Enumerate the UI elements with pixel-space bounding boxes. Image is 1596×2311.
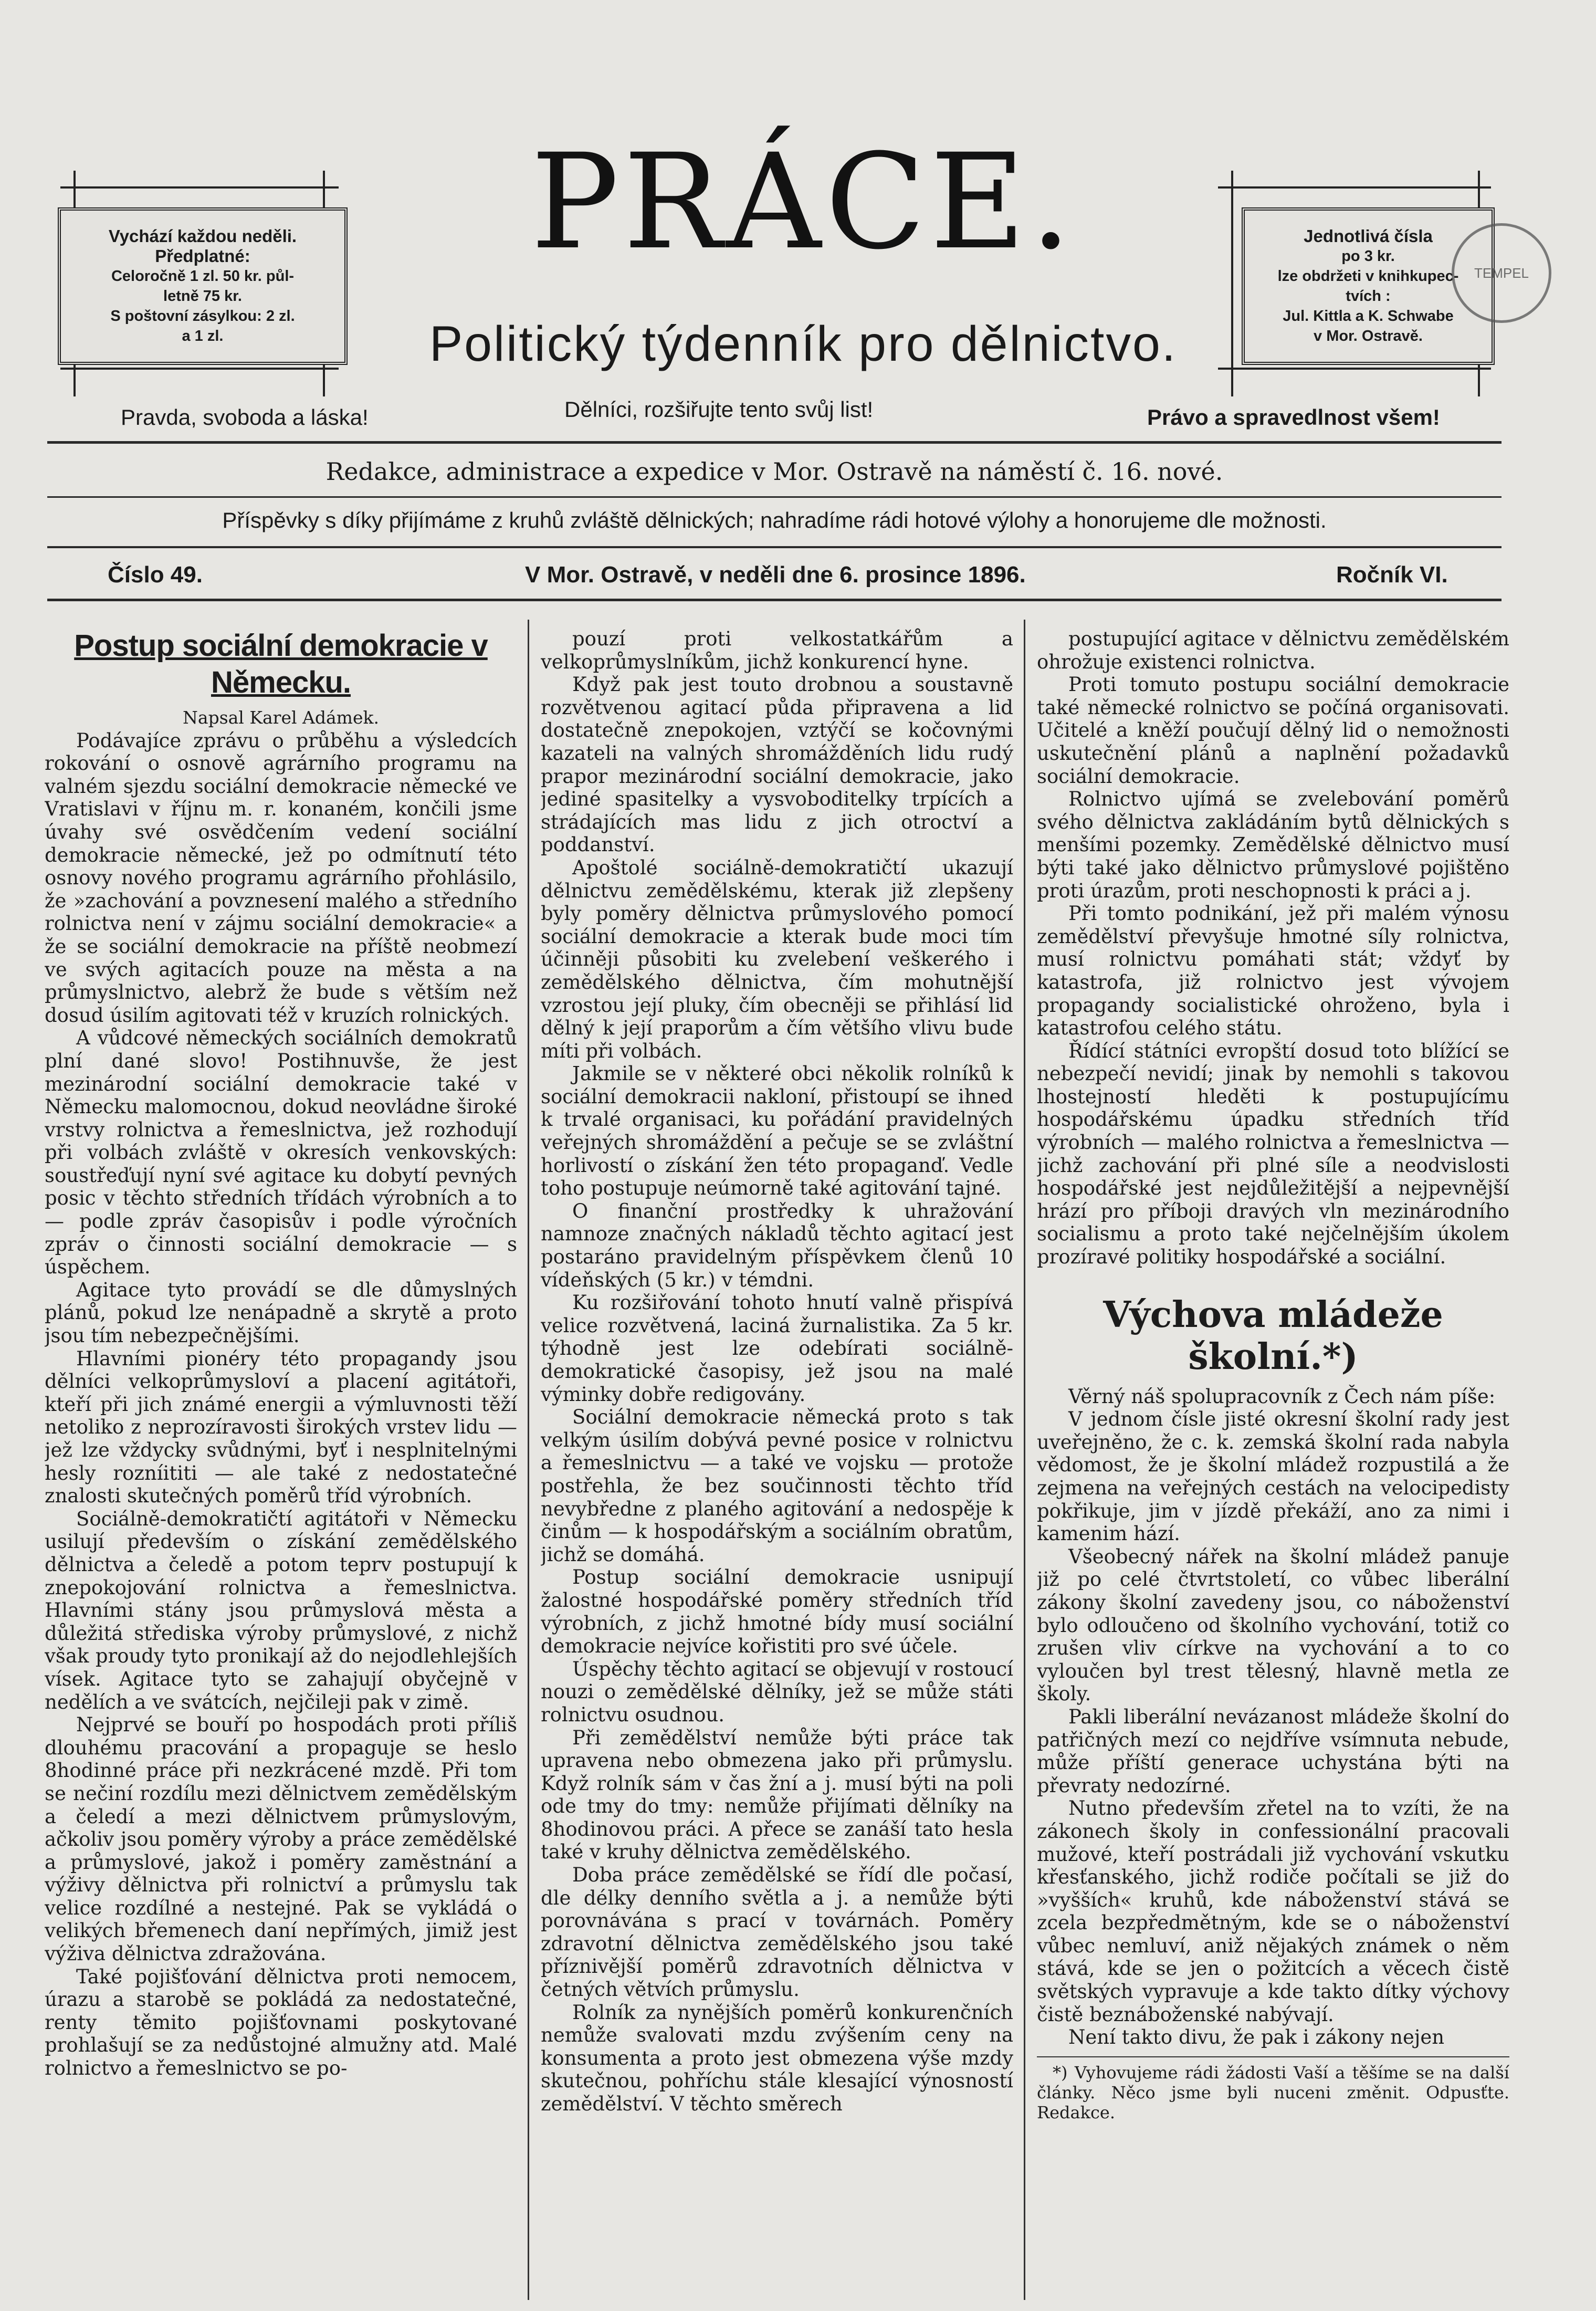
- paragraph: Pakli liberální nevázanost mládeže školní do patřičných mezí co nejdříve vsímnuta nebude, může příští generace uchystána býti na převraty nedozírné.: [1037, 1705, 1509, 1797]
- issue-number: Číslo 49.: [108, 562, 203, 588]
- footnote-text: *) Vyhovujeme rádi žádosti Vaší a těšíme se na další články. Něco jsme byli nuceni změnit. Odpusťte. Redakce.: [1037, 2062, 1509, 2122]
- subscription-line: Celoročně 1 zl. 50 kr. půl-: [111, 268, 295, 285]
- article-title: Postup sociální demokracie v Německu.: [74, 629, 488, 699]
- paragraph: pouzí proti velkostatkářům a velkoprůmyslníkům, jichž konkurencí hyne.: [541, 628, 1013, 673]
- paragraph: Podávajíce zprávu o průběhu a výsledcích rokování o osnově agrárního programu na valném sjezdu sociální demokracie německé ve Vratislavi v říjnu m. r. konaném, končili jsme úvahy své osvědčením vedení sociální demokracie německé, jež po odmítnutí této osnovy nového programu agrárního přohlásilo, že »zachování a povznesení malého a středního rolnictva není v zájmu sociální demokracie« a že se sociální demokracie na příště neobmezí ve svých agitacích pouze na města a na průmyslnictvo, alebrž že bude s větším než dosud úsilím agitovati též v kruzích rolnických.: [45, 729, 517, 1027]
- article-body: [45, 729, 517, 2080]
- footnote: [1037, 2056, 1509, 2122]
- newspaper-title: PRÁCE.: [530, 126, 1076, 278]
- newspaper-subtitle: Politický týdenník pro dělnictvo.: [429, 316, 1178, 372]
- paragraph: postupující agitace v dělnictvu zemědělském ohrožuje existenci rolnictva.: [1037, 628, 1509, 673]
- motto-center: Dělníci, rozšiřujte tento svůj list!: [564, 397, 874, 422]
- subscription-line: Vychází každou neděli.: [108, 226, 297, 246]
- header-rule: [47, 496, 1502, 498]
- price-line: tvích :: [1346, 288, 1391, 305]
- column-rule: [1024, 620, 1025, 2300]
- contributions-line: Příspěvky s díky přijímáme z kruhů zvláště dělnických; nahradíme rádi hotové výlohy a honorujeme dle možnosti.: [222, 508, 1327, 532]
- paragraph: Nejprvé se bouří po hospodách proti příliš dlouhému pracování a propaguje se heslo 8hodinné práce při nezkrácené mzdě. Při tom se nečiní rozdílu mezi dělnictvem zemědělským a čeledí a mezi dělnictvem průmyslovým, ačkoliv jsou poměry výroby a práce zemědělské a průmyslové, jakož i poměry zaměstnání a výživy dělnictva při rolnictví a průmyslu tak velice rozdílné a nestejné. Pak se vykládá o velikých břemenech daní nepřímých, jimiž jest výživa dělnictva zdražována.: [45, 1713, 517, 1965]
- paragraph: Ku rozšiřování tohoto hnutí valně přispívá velice rozvětvená, laciná žurnalistika. Za 5 kr. týhodně jest lze odebírati sociálně-demokratické časopisy, jež jsou na malé výminky dobře redigovány.: [541, 1291, 1013, 1406]
- library-stamp: TEMPEL: [1452, 223, 1551, 323]
- article-title: Výchova mládeže školní.*): [1103, 1293, 1443, 1378]
- paragraph: Úspěchy těchto agitací se objevují v rostoucí nouzi o zemědělské dělníky, jež se může státi rolnictvu osudnou.: [541, 1657, 1013, 1726]
- paragraph: Věrný náš spolupracovník z Čech nám píše:: [1068, 1385, 1496, 1408]
- paragraph: Postup sociální demokracie usnipují žalostné hospodářské poměry středních tříd výrobních, z jichž hmotné bídy musí sociální demokracie nejvíce kořistiti pro své účele.: [541, 1566, 1013, 1658]
- address-line: Redakce, administrace a expedice v Mor. Ostravě na náměstí č. 16. nové.: [326, 457, 1223, 486]
- box-rule-bottom-left: [60, 368, 339, 370]
- paragraph: Doba práce zemědělské se řídí dle počasí, dle délky denního světla a j. a nemůže býti porovnávána s prací v továrnách. Poměry zdravotní dělnictva zemědělského jsou také příznivější poměrů zdravotních dělnictva v četných větvích průmyslu.: [541, 1864, 1013, 2001]
- paragraph: Řídící státníci evropští dosud toto blížící se nebezpečí nevidí; jinak by nemohli s takovou lhostejností hleděti k postupujícímu hospodářskému úpadku středních tříd výrobních — malého rolnictva a řemeslnictva — jichž zachování při plné síle a neodvislosti hospodářské jest nejdůležitější a nejpevnější hrází pro příboji dravých vln mezinárodního socialismu a proto také nejčelnějším úkolem prozíravé politiky hospodářské a sociální.: [1037, 1039, 1509, 1269]
- price-line: v Mor. Ostravě.: [1314, 328, 1423, 344]
- paragraph: Také pojišťování dělnictva proti nemocem, úrazu a starobě se pokládá za nedostatečné, renty těmito pojišťovnami poskytované prohlašují se za nedůstojné almužny atd. Malé rolnictvo a řemeslnictvo se po-: [45, 1965, 517, 2080]
- paragraph: V jednom čísle jisté okresní školní rady jest uveřejněno, že c. k. zemská školní rada nabyla vědomost, že je školní mládež rozpustilá a že zejmena na veřejných cestách na velocipedisty pokřikuje, jim v jízdě překáží, ano za nimi i kamenim hází.: [1037, 1408, 1509, 1545]
- paragraph: Agitace tyto provádí se dle důmyslných plánů, pokud lze nenápadně a skrytě a proto jsou tím nebezpečnějšími.: [45, 1278, 517, 1347]
- subscription-line: letně 75 kr.: [163, 288, 242, 305]
- column-2: [541, 628, 1013, 2297]
- paragraph: Při zemědělství nemůže býti práce tak upravena nebo obmezena jako při průmyslu. Když rolník sám v čas žní a j. musí býti na poli ode tmy do tmy: nemůže přijímati dělníky na 8hodinovou práci. A přece se zanáší tato hesla také v kruhy dělnictva zemědělského.: [541, 1726, 1013, 1864]
- column-1: [45, 628, 517, 2297]
- paragraph: Sociální demokracie německá proto s tak velkým úsilím dobývá pevné posice v rolnictvu a řemeslnictvu — a také ve vojsku — protože postřehla, že bez součinnosti těchto tříd nevybředne z planého agitování a nedospěje k činům — k hospodářským a sociálním obratům, jichž se domáhá.: [541, 1406, 1013, 1566]
- paragraph: O finanční prostředky k uhražování namnoze značných nákladů těchto agitací jest postaráno pravidelným příspěvkem členů 10 vídeňských (5 kr.) v témdni.: [541, 1199, 1013, 1291]
- box-rule-right-a: [1231, 171, 1233, 396]
- paragraph: Není takto divu, že pak i zákony nejen: [1068, 2026, 1445, 2049]
- paragraph: Jakmile se v některé obci několik rolníků k sociální demokracii nakloní, přistoupí se ihned k trvalé organisaci, ku pořádání pravidelných veřejných shromáždění a pečuje se se zvláštní horlivostí o získání žen této propaganď. Vedle toho postupuje neúmorně také agitování tajné.: [541, 1062, 1013, 1200]
- paragraph: Rolnictvo ujímá se zvelebování poměrů svého dělnictva zakládáním bytů dělnických s menšími pozemky. Zemědělské dělnictvo musí býti také jako dělnictvo průmyslové pojištěno proti úrazům, proti neschopnosti k práci a j.: [1037, 788, 1509, 902]
- header-rule: [47, 546, 1502, 548]
- motto-left: Pravda, svoboda a láska!: [121, 405, 369, 430]
- paragraph: Apoštolé sociálně-demokratičtí ukazují dělnictvu zemědělskému, kterak již zlepšeny byly poměry dělnictva průmyslového pomocí sociální demokracie a kterak bude moci tím účinněji působiti ku zvelebení veškerého i zemědělského dělnictva, čím mohutnější vzrostou její pluky, čím obecněji se přihlásí lid dělný k její praporům a čím většího vlivu bude míti při volbách.: [541, 856, 1013, 1062]
- column-rule: [528, 620, 529, 2300]
- box-rule-top-right: [1218, 186, 1491, 189]
- article-body: [1037, 1385, 1509, 2049]
- price-line: lze obdržeti v knihkupec-: [1277, 268, 1459, 285]
- paragraph: Hlavními pionéry této propagandy jsou dělníci velkoprůmysloví a placení agitátoři, kteří při jich známé energii a výmluvnosti těží netoliko z neprozíravosti širokých vrstev lidu — jež lze vždycky svůdnými, byť i nesplnitelnými hesly rozníititi — ale také z nedostatečné znalosti skutečných poměrů tříd výrobních.: [45, 1347, 517, 1508]
- header-rule: [47, 441, 1502, 444]
- article-byline: Napsal Karel Adámek.: [183, 707, 379, 728]
- article-body: [541, 628, 1013, 2116]
- paragraph: Při tomto podnikání, jež při malém výnosu zemědělství převyšuje hmotné síly rolnictva, musí rolnictvu pomáhati stát; vždyť by katastrofa, již rolnictvo jest vývojem propagandy socialistické ohroženo, byla i katastrofou celého státu.: [1037, 902, 1509, 1040]
- price-line: po 3 kr.: [1341, 248, 1395, 265]
- header-rule: [47, 599, 1502, 601]
- paragraph: Když pak jest touto drobnou a soustavně rozvětvenou agitací půda připravena a lid dostatečně znepokojen, vztýčí se kočovnými kazateli na valných shromážděních lidu rudý prapor mezinárodní sociální demokracie, jako jediné spasitelky a vysvoboditelky trpících a strádajících mas lidu z jich otroctví a poddanství.: [541, 673, 1013, 856]
- issue-volume: Ročník VI.: [1336, 562, 1448, 588]
- subscription-line: S poštovní zásylkou: 2 zl.: [110, 308, 295, 325]
- paragraph: Rolník za nynějších poměrů konkurenčních nemůže svalovati mzdu zvýšením ceny na konsumenta a proto jest obmezena výše mzdy skutečnou, pohříchu stále klesající výnosností zemědělství. V těchto směrech: [541, 2001, 1013, 2115]
- subscription-line: a 1 zl.: [182, 328, 224, 344]
- issue-date: V Mor. Ostravě, v neděli dne 6. prosince 1896.: [525, 562, 1026, 588]
- paragraph: A vůdcové německých sociálních demokratů plní dané slovo! Postihnuvše, že jest mezinárodní sociální demokracie také v Německu malomocnou, dokud neovládne široké vrstvy rolnictva a řemeslnictva, jež rozhodují při volbách zvláště v okresích venkovských: soustřeďují nyní své agitace ku dobytí pevných posic v těchto středních třídách výrobních a to — podle zpráv časopisův i podle výročních zpráv o činnosti sociální demokracie — s úspěchem.: [45, 1027, 517, 1279]
- paragraph: Všeobecný nářek na školní mládež panuje již po celé čtvrtstoletí, co vůbec liberální zákony školní zavedeny jsou, co náboženství bylo odloučeno od školního vychování, totiž co zrušen vliv církve na vychování a to co vyloučen byl trest tělesný, hlavně metla ze školy.: [1037, 1545, 1509, 1706]
- paragraph: Sociálně-demokratičtí agitátoři v Německu usilují především o získání zemědělského dělnictva a čeledě a potom teprv postupují k znepokojování rolnictva a řemeslnictva. Hlavními stány jsou průmyslová města a důležitá střediska výroby průmyslové, z nichž však proudy tyto pronikají až do nejodlehlejších vísek. Agitace tyto se zahajují obyčejně v nedělích a ve svátcích, nejčileji pak v zimě.: [45, 1507, 517, 1713]
- box-rule-bottom-right: [1218, 368, 1491, 370]
- subscription-box: [58, 207, 348, 365]
- paragraph: Nutno především zřetel na to vzíti, že na zákonech školy in confessionální pracovali mužové, kteří postrádali již vychování vskutku křesťanského, jichž rodiče počítali se již do »vyšších« kruhů, kde náboženství stává se zcela bezpředmětným, kde se o náboženství vůbec nemluví, aniž nějakých známek o něm stává, kde se jen o požitcích a věcech čistě světských vypravuje a kde takto dítky výchovy čistě beznáboženské nabývají.: [1037, 1797, 1509, 2026]
- box-rule-top-left: [60, 186, 339, 189]
- price-line: Jednotlivá čísla: [1304, 226, 1433, 246]
- column-3: [1037, 628, 1509, 2297]
- motto-right: Právo a spravedlnost všem!: [1147, 405, 1440, 430]
- subscription-line: Předplatné:: [155, 246, 250, 266]
- article-body: [1037, 628, 1509, 1269]
- paragraph: Proti tomuto postupu sociální demokracie také německé rolnictvo se počíná organisovati. Učitelé a kněží poučují dělný lid o nemožnosti uskutečnění plánů a naplnění požadavků sociální demokracie.: [1037, 673, 1509, 788]
- price-line: Jul. Kittla a K. Schwabe: [1283, 308, 1454, 325]
